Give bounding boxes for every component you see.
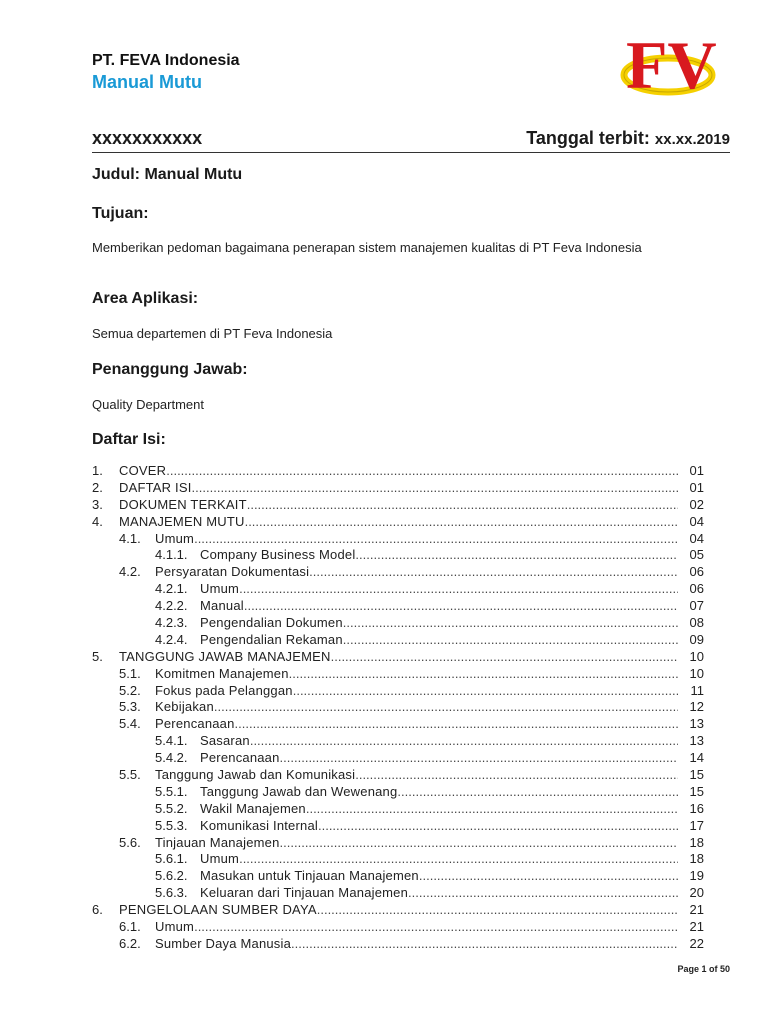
toc-dot-leader: [317, 902, 678, 919]
toc-entry[interactable]: [92, 902, 704, 919]
toc-entry-page: 19: [689, 868, 704, 884]
issue-date: [526, 128, 730, 149]
toc-entry-page: 15: [689, 767, 704, 783]
toc-entry[interactable]: [92, 716, 704, 733]
toc-entry-page: 01: [689, 479, 704, 495]
toc-entry-page: 21: [689, 902, 704, 918]
toc-entry[interactable]: [92, 801, 704, 818]
toc-heading: Daftar Isi:: [92, 431, 166, 448]
toc-entry-number: 5.6.3.: [155, 885, 188, 901]
toc-entry-number: 4.2.4.: [155, 631, 188, 647]
toc-entry-page: 04: [689, 530, 704, 546]
toc-entry-number: 5.5.1.: [155, 783, 188, 799]
toc-dot-leader: [235, 716, 678, 733]
toc-entry-title: Komitmen Manajemen: [155, 665, 289, 681]
toc-entry-page: 08: [689, 615, 704, 631]
toc-entry-number: 5.6.: [119, 834, 141, 850]
toc-entry[interactable]: [92, 919, 704, 936]
toc-entry-page: 22: [689, 935, 704, 951]
toc-dot-leader: [280, 750, 678, 767]
toc-entry[interactable]: [92, 463, 704, 480]
toc-dot-leader: [280, 835, 678, 852]
toc-entry-title: Sumber Daya Manusia: [155, 935, 292, 951]
page-number: Page 1 of 50: [677, 964, 730, 974]
toc-entry-page: 05: [689, 547, 704, 563]
toc-entry-title: DAFTAR ISI: [119, 479, 192, 495]
toc-entry-page: 17: [689, 817, 704, 833]
toc-entry-number: 1.: [92, 463, 103, 478]
toc-entry-page: 15: [689, 783, 704, 799]
toc-entry-number: 5.5.3.: [155, 817, 188, 833]
logo-letter-f: FV: [626, 27, 717, 103]
toc-entry-title: PENGELOLAAN SUMBER DAYA: [119, 902, 317, 918]
toc-dot-leader: [306, 801, 678, 818]
toc-entry-title: Keluaran dari Tinjauan Manajemen: [200, 885, 409, 901]
toc-dot-leader: [291, 936, 678, 953]
toc-dot-leader: [309, 564, 678, 581]
toc-entry-page: 06: [689, 581, 704, 597]
toc-entry-title: TANGGUNG JAWAB MANAJEMEN: [119, 648, 331, 664]
toc-entry-page: 09: [689, 631, 704, 647]
document-subtitle: Manual Mutu: [92, 72, 202, 92]
toc-entry-number: 5.: [92, 648, 103, 664]
toc-entry[interactable]: [92, 632, 704, 649]
toc-entry-number: 6.2.: [119, 935, 141, 951]
toc-dot-leader: [194, 531, 678, 548]
toc-dot-leader: [244, 598, 678, 615]
toc-entry-title: Pengendalian Dokumen: [200, 615, 343, 631]
toc-entry-title: Pengendalian Rekaman: [200, 631, 343, 647]
toc-entry-number: 5.5.2.: [155, 800, 188, 816]
toc-entry-number: 5.3.: [119, 699, 141, 715]
toc-entry-title: Kebijakan: [155, 699, 214, 715]
toc-dot-leader: [419, 868, 678, 885]
toc-entry-title: COVER: [119, 463, 167, 478]
document-info-bar: [92, 128, 730, 153]
toc-dot-leader: [166, 463, 678, 480]
toc-entry[interactable]: [92, 497, 704, 514]
toc-entry-page: 18: [689, 834, 704, 850]
toc-entry-page: 16: [689, 800, 704, 816]
toc-dot-leader: [247, 497, 678, 514]
purpose-heading: Tujuan:: [92, 205, 149, 222]
toc-entry-page: 06: [689, 564, 704, 580]
document-title: Judul: Manual Mutu: [92, 166, 243, 183]
toc-entry[interactable]: [92, 581, 704, 598]
toc-dot-leader: [245, 514, 678, 531]
toc-entry[interactable]: [92, 851, 704, 868]
toc-entry-title: Sasaran: [200, 733, 250, 749]
toc-dot-leader: [289, 666, 678, 683]
toc-entry-page: 02: [689, 496, 704, 512]
toc-entry-title: Perencanaan: [155, 716, 235, 732]
toc-entry-page: 04: [689, 513, 704, 529]
toc-entry[interactable]: [92, 666, 704, 683]
toc-entry-title: Umum: [200, 851, 240, 867]
toc-entry[interactable]: [92, 767, 704, 784]
toc-entry-number: 5.6.2.: [155, 868, 188, 884]
toc-entry-title: Fokus pada Pelanggan: [155, 682, 293, 698]
toc-entry[interactable]: [92, 598, 704, 615]
toc-entry-number: 4.1.: [119, 530, 141, 546]
responsible-heading: Penanggung Jawab:: [92, 361, 248, 378]
toc-dot-leader: [331, 649, 678, 666]
toc-entry-page: 11: [690, 682, 704, 698]
toc-dot-leader: [408, 885, 678, 902]
scope-text: Semua departemen di PT Feva Indonesia: [92, 326, 333, 341]
toc-entry-number: 4.2.: [119, 564, 141, 580]
toc-entry-number: 6.: [92, 902, 103, 918]
toc-entry-number: 2.: [92, 479, 103, 495]
toc-entry[interactable]: [92, 615, 704, 632]
company-name: PT. FEVA Indonesia: [92, 52, 240, 69]
toc-entry-title: Umum: [155, 530, 195, 546]
toc-entry-title: Masukan untuk Tinjauan Manajemen: [200, 868, 419, 884]
toc-entry-page: 13: [689, 716, 704, 732]
toc-entry[interactable]: [92, 733, 704, 750]
toc-entry[interactable]: [92, 649, 704, 666]
toc-entry[interactable]: [92, 480, 704, 497]
toc-entry[interactable]: [92, 564, 704, 581]
toc-entry-number: 5.4.: [119, 716, 141, 732]
toc-entry-title: Umum: [155, 919, 195, 935]
toc-dot-leader: [239, 851, 678, 868]
toc-entry[interactable]: [92, 784, 704, 801]
toc-entry-title: Company Business Model: [200, 547, 356, 563]
toc-entry-number: 4.2.1.: [155, 581, 188, 597]
toc-entry-title: DOKUMEN TERKAIT: [119, 496, 247, 512]
toc-entry-number: 5.4.2.: [155, 750, 188, 766]
toc-entry-title: Tinjauan Manajemen: [155, 834, 280, 850]
toc-dot-leader: [293, 683, 678, 700]
toc-dot-leader: [239, 581, 678, 598]
toc-entry-number: 5.1.: [119, 665, 141, 681]
toc-entry-page: 20: [689, 885, 704, 901]
toc-entry-page: 10: [689, 665, 704, 681]
toc-entry[interactable]: [92, 835, 704, 852]
issue-date-value: xx.xx.2019: [654, 131, 730, 148]
document-number: xxxxxxxxxxx: [92, 128, 203, 148]
toc-entry-title: MANAJEMEN MUTU: [119, 513, 245, 529]
toc-entry[interactable]: [92, 514, 704, 531]
toc-entry-title: Persyaratan Dokumentasi: [155, 564, 310, 580]
toc-entry-title: Tanggung Jawab dan Wewenang: [200, 783, 398, 799]
toc-dot-leader: [343, 632, 678, 649]
purpose-text: Memberikan pedoman bagaimana penerapan sistem manajemen kualitas di PT Feva Indonesia: [92, 240, 642, 255]
toc-entry-page: 13: [689, 733, 704, 749]
toc-entry[interactable]: [92, 683, 704, 700]
toc-dot-leader: [397, 784, 678, 801]
toc-entry-number: 4.2.2.: [155, 598, 188, 614]
toc-entry[interactable]: [92, 936, 704, 953]
toc-entry[interactable]: [92, 531, 704, 548]
toc-dot-leader: [343, 615, 678, 632]
toc-entry-page: 18: [689, 851, 704, 867]
toc-entry-number: 4.: [92, 513, 103, 529]
toc-entry[interactable]: [92, 885, 704, 902]
toc-entry-page: 12: [689, 699, 704, 715]
toc-entry-title: Perencanaan: [200, 750, 280, 766]
toc-entry-number: 6.1.: [119, 919, 141, 935]
toc-entry-title: Umum: [200, 581, 240, 597]
toc-entry-page: 21: [689, 919, 704, 935]
toc-entry-number: 5.2.: [119, 682, 141, 698]
toc-dot-leader: [192, 480, 678, 497]
toc-entry[interactable]: [92, 699, 704, 716]
responsible-text: Quality Department: [92, 397, 204, 412]
toc-entry-title: Tanggung Jawab dan Komunikasi: [155, 767, 356, 783]
issue-date-label: Tanggal terbit:: [526, 128, 650, 148]
toc-dot-leader: [355, 767, 678, 784]
toc-entry-title: Wakil Manajemen: [200, 800, 306, 816]
toc-dot-leader: [355, 547, 678, 564]
toc-entry-title: Manual: [200, 598, 244, 614]
table-of-contents: [92, 463, 704, 953]
toc-entry-number: 5.6.1.: [155, 851, 188, 867]
toc-dot-leader: [318, 818, 678, 835]
toc-dot-leader: [250, 733, 678, 750]
toc-entry-number: 4.1.1.: [155, 547, 188, 563]
toc-entry-page: 14: [689, 750, 704, 766]
toc-entry-page: 01: [689, 463, 704, 478]
toc-entry-number: 4.2.3.: [155, 615, 188, 631]
toc-entry-number: 3.: [92, 496, 103, 512]
toc-entry[interactable]: [92, 868, 704, 885]
toc-entry-page: 10: [689, 648, 704, 664]
toc-entry-page: 07: [689, 598, 704, 614]
toc-entry[interactable]: [92, 750, 704, 767]
toc-entry-title: Komunikasi Internal: [200, 817, 318, 833]
feva-logo: [612, 18, 718, 118]
toc-dot-leader: [214, 699, 678, 716]
toc-entry-number: 5.4.1.: [155, 733, 188, 749]
toc-entry-number: 5.5.: [119, 767, 141, 783]
toc-dot-leader: [194, 919, 678, 936]
toc-entry[interactable]: [92, 818, 704, 835]
toc-entry[interactable]: [92, 547, 704, 564]
scope-heading: Area Aplikasi:: [92, 290, 199, 307]
